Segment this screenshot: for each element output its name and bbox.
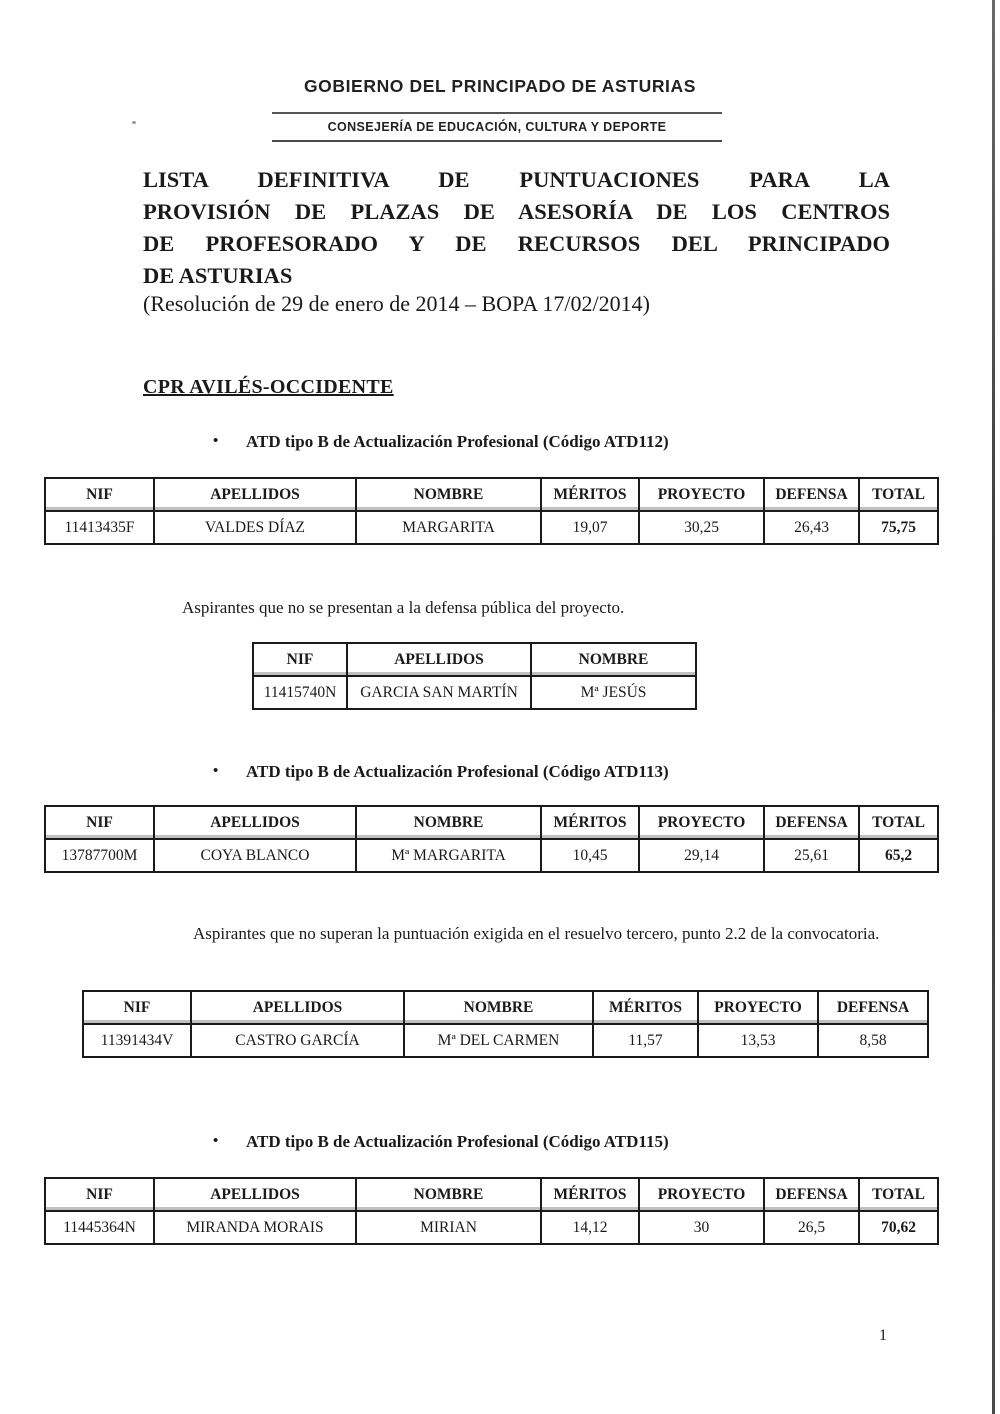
title-line: LISTA DEFINITIVA DE PUNTUACIONES PARA LA	[143, 167, 890, 192]
title-line: DE ASTURIAS	[143, 263, 293, 288]
cell-defensa: 26,5	[764, 1211, 859, 1244]
bullet-item-atd113	[213, 762, 669, 782]
header-cell: NIF	[253, 643, 347, 676]
header-cell: PROYECTO	[698, 991, 818, 1024]
table-header-row	[45, 1178, 938, 1211]
table-header-row	[253, 643, 696, 676]
cell-apellidos: CASTRO GARCÍA	[191, 1024, 404, 1057]
header-cell: NOMBRE	[531, 643, 696, 676]
cell-meritos: 19,07	[541, 511, 639, 544]
no-defensa-table	[252, 642, 697, 710]
cell-nif: 13787700M	[45, 839, 154, 872]
document-title	[143, 164, 890, 292]
table-header-row	[83, 991, 928, 1024]
letterhead-government: GOBIERNO DEL PRINCIPADO DE ASTURIAS	[303, 76, 697, 96]
title-line: DE PROFESORADO Y DE RECURSOS DEL PRINCIPADO	[143, 231, 890, 256]
note-no-superan: Aspirantes que no superan la puntuación exigida en el resuelvo tercero, punto 2.2 de la convocatoria.	[193, 924, 880, 943]
header-cell: TOTAL	[859, 806, 938, 839]
header-cell: NIF	[45, 478, 154, 511]
header-cell: DEFENSA	[764, 806, 859, 839]
header-cell: APELLIDOS	[154, 1178, 356, 1211]
cell-meritos: 14,12	[541, 1211, 639, 1244]
bullet-label: ATD tipo B de Actualización Profesional (Código ATD112)	[246, 432, 669, 451]
cell-nif: 11413435F	[45, 511, 154, 544]
header-cell: DEFENSA	[764, 478, 859, 511]
header-cell: MÉRITOS	[593, 991, 698, 1024]
results-table-atd113	[44, 805, 939, 873]
table-row	[45, 839, 938, 872]
scan-artifact-line	[992, 0, 995, 1414]
cell-total: 75,75	[859, 511, 938, 544]
cell-nif: 11445364N	[45, 1211, 154, 1244]
cell-defensa: 26,43	[764, 511, 859, 544]
cell-nombre: Mª MARGARITA	[356, 839, 541, 872]
table-header-row	[45, 806, 938, 839]
note-no-defensa: Aspirantes que no se presentan a la defensa pública del proyecto.	[182, 598, 625, 617]
header-cell: NOMBRE	[356, 806, 541, 839]
no-superan-table	[82, 990, 929, 1058]
header-cell: NOMBRE	[404, 991, 593, 1024]
header-cell: NIF	[45, 806, 154, 839]
letterhead-department: CONSEJERÍA DE EDUCACIÓN, CULTURA Y DEPORTE	[327, 120, 667, 134]
results-table-atd112	[44, 477, 939, 545]
table-header-row	[45, 478, 938, 511]
header-cell: DEFENSA	[764, 1178, 859, 1211]
header-cell: MÉRITOS	[541, 478, 639, 511]
letterhead-department-band	[272, 112, 722, 142]
cell-proyecto: 30	[639, 1211, 764, 1244]
cell-defensa: 8,58	[818, 1024, 928, 1057]
header-cell: APELLIDOS	[191, 991, 404, 1024]
header-cell: DEFENSA	[818, 991, 928, 1024]
header-cell: PROYECTO	[639, 478, 764, 511]
table-row	[45, 1211, 938, 1244]
header-cell: APELLIDOS	[154, 478, 356, 511]
cell-apellidos: MIRANDA MORAIS	[154, 1211, 356, 1244]
results-table-atd115	[44, 1177, 939, 1245]
header-cell: APELLIDOS	[347, 643, 531, 676]
cell-nombre: Mª DEL CARMEN	[404, 1024, 593, 1057]
cell-proyecto: 29,14	[639, 839, 764, 872]
cell-proyecto: 30,25	[639, 511, 764, 544]
cell-total: 70,62	[859, 1211, 938, 1244]
bullet-icon: •	[213, 763, 219, 779]
cell-proyecto: 13,53	[698, 1024, 818, 1057]
cell-nombre: MARGARITA	[356, 511, 541, 544]
cell-defensa: 25,61	[764, 839, 859, 872]
header-cell: MÉRITOS	[541, 1178, 639, 1211]
cell-meritos: 11,57	[593, 1024, 698, 1057]
header-cell: PROYECTO	[639, 806, 764, 839]
bullet-label: ATD tipo B de Actualización Profesional (Código ATD115)	[246, 1132, 669, 1151]
cell-nombre: MIRIAN	[356, 1211, 541, 1244]
cell-apellidos: VALDES DÍAZ	[154, 511, 356, 544]
header-cell: APELLIDOS	[154, 806, 356, 839]
cell-nif: 11391434V	[83, 1024, 191, 1057]
resolution-line: (Resolución de 29 de enero de 2014 – BOPA 17/02/2014)	[143, 291, 650, 316]
scan-artifact-speck	[132, 121, 136, 124]
table-row	[45, 511, 938, 544]
section-heading: CPR AVILÉS-OCCIDENTE	[143, 376, 394, 398]
bullet-label: ATD tipo B de Actualización Profesional (Código ATD113)	[246, 762, 669, 781]
header-cell: TOTAL	[859, 478, 938, 511]
bullet-item-atd115	[213, 1132, 669, 1152]
cell-meritos: 10,45	[541, 839, 639, 872]
cell-nif: 11415740N	[253, 676, 347, 709]
table-row	[83, 1024, 928, 1057]
header-cell: TOTAL	[859, 1178, 938, 1211]
cell-total: 65,2	[859, 839, 938, 872]
cell-apellidos: GARCIA SAN MARTÍN	[347, 676, 531, 709]
table-row	[253, 676, 696, 709]
page-number: 1	[879, 1327, 887, 1344]
bullet-item-atd112	[213, 432, 669, 452]
header-cell: MÉRITOS	[541, 806, 639, 839]
header-cell: NIF	[45, 1178, 154, 1211]
cell-nombre: Mª JESÚS	[531, 676, 696, 709]
title-line: PROVISIÓN DE PLAZAS DE ASESORÍA DE LOS CENTROS	[143, 199, 890, 224]
bullet-icon: •	[213, 433, 219, 449]
header-cell: PROYECTO	[639, 1178, 764, 1211]
header-cell: NOMBRE	[356, 478, 541, 511]
header-cell: NOMBRE	[356, 1178, 541, 1211]
bullet-icon: •	[213, 1133, 219, 1149]
cell-apellidos: COYA BLANCO	[154, 839, 356, 872]
header-cell: NIF	[83, 991, 191, 1024]
